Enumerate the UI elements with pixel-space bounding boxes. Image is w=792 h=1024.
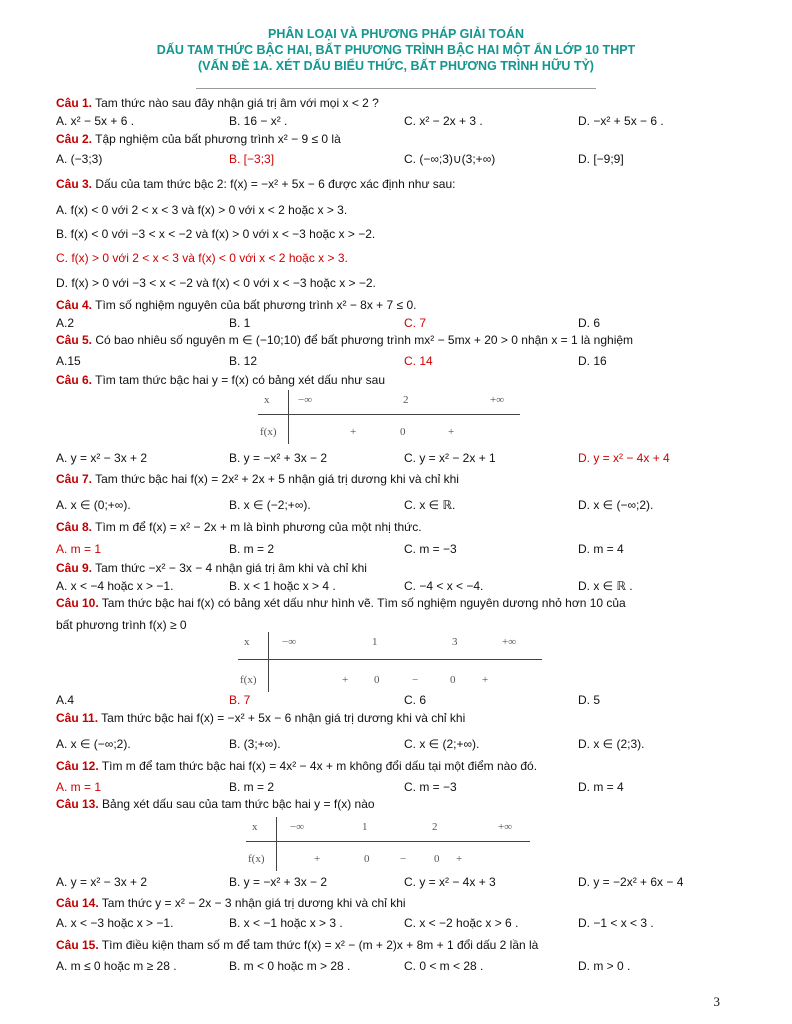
sign-value: − [412, 674, 419, 686]
x-value: 1 [372, 636, 378, 648]
question-3 [56, 177, 752, 191]
option-c: C. 6 [404, 693, 427, 707]
fx-label: f(x) [260, 426, 277, 438]
question-label: Câu 14. [56, 896, 99, 910]
question-5 [56, 333, 752, 347]
question-13 [56, 797, 752, 811]
table-divider-h [258, 414, 520, 415]
question-6 [56, 373, 752, 387]
option-a: A. x < −4 hoặc x > −1. [56, 579, 174, 593]
option-b: B. m = 2 [229, 780, 275, 794]
x-value: +∞ [498, 821, 513, 833]
question-text: Tìm số nghiệm nguyên của bất phương trình x² − 8x + 7 ≤ 0. [92, 298, 417, 312]
title-divider [196, 88, 596, 89]
sign-value: 0 [400, 426, 406, 438]
question-label: Câu 10. [56, 596, 99, 610]
sign-value: 0 [450, 674, 456, 686]
option-a: A. f(x) < 0 với 2 < x < 3 và f(x) > 0 với x < 2 hoặc x > 3. [56, 203, 348, 217]
question-10 [56, 596, 752, 610]
option-a: A.15 [56, 354, 81, 368]
option-c: C. m = −3 [404, 780, 457, 794]
question-label: Câu 5. [56, 333, 93, 347]
question-label: Câu 9. [56, 561, 93, 575]
sign-value: + [482, 674, 489, 686]
option-c: C. x² − 2x + 3 . [404, 114, 483, 128]
x-value: 1 [362, 821, 368, 833]
option-c: C. 0 < m < 28 . [404, 959, 484, 973]
question-text: Tam thức bậc hai f(x) = 2x² + 2x + 5 nhận giá trị dương khi và chỉ khi [92, 472, 459, 486]
question-14 [56, 896, 752, 910]
question-1 [56, 96, 752, 110]
question-text: Tìm điều kiện tham số m để tam thức f(x) = x² − (m + 2)x + 8m + 1 đổi dấu 2 lần là [98, 938, 539, 952]
option-b: B. (3;+∞). [229, 737, 281, 751]
question-text: Tam thức y = x² − 2x − 3 nhận giá trị dương khi và chỉ khi [98, 896, 406, 910]
question-12 [56, 759, 752, 773]
x-value: +∞ [490, 394, 505, 406]
question-text-cont: bất phương trình f(x) ≥ 0 [56, 618, 187, 632]
option-d: D. x ∈ (−∞;2). [578, 498, 654, 512]
sign-value: + [342, 674, 349, 686]
x-label: x [264, 394, 270, 406]
option-b: B. 7 [229, 693, 251, 707]
option-a: A. m = 1 [56, 542, 102, 556]
sign-value: 0 [374, 674, 380, 686]
doc-title-line-2: DẤU TAM THỨC BẬC HAI, BẤT PHƯƠNG TRÌNH BẬC HAI MỘT ẨN LỚP 10 THPT [156, 43, 636, 57]
option-c: C. f(x) > 0 với 2 < x < 3 và f(x) < 0 với x < 2 hoặc x > 3. [56, 251, 348, 265]
x-value: 2 [432, 821, 438, 833]
question-label: Câu 15. [56, 938, 99, 952]
question-label: Câu 1. [56, 96, 93, 110]
fx-label: f(x) [240, 674, 257, 686]
question-text: Tìm m để tam thức bậc hai f(x) = 4x² − 4x + m không đổi dấu tại một điểm nào đó. [98, 759, 538, 773]
question-text: Có bao nhiêu số nguyên m ∈ (−10;10) để bất phương trình mx² − 5mx + 20 > 0 nhận x = 1 là nghiệm [92, 333, 634, 347]
option-b: B. y = −x² + 3x − 2 [229, 451, 328, 465]
option-d: D. y = −2x² + 6x − 4 [578, 875, 684, 889]
option-a: A. m ≤ 0 hoặc m ≥ 28 . [56, 959, 177, 973]
question-label: Câu 3. [56, 177, 93, 191]
x-value: −∞ [298, 394, 313, 406]
option-c: C. (−∞;3)∪(3;+∞) [404, 152, 496, 166]
option-c: C. 14 [404, 354, 433, 368]
option-a: A. m = 1 [56, 780, 102, 794]
table-divider-v [288, 390, 289, 444]
table-divider-h [246, 841, 530, 842]
doc-title-line-1: PHÂN LOẠI VÀ PHƯƠNG PHÁP GIẢI TOÁN [267, 27, 524, 41]
question-text: Tam thức bậc hai f(x) = −x² + 5x − 6 nhận giá trị dương khi và chỉ khi [98, 711, 466, 725]
question-label: Câu 8. [56, 520, 93, 534]
question-15 [56, 938, 752, 952]
option-c: C. m = −3 [404, 542, 457, 556]
question-text: Tìm m để f(x) = x² − 2x + m là bình phương của một nhị thức. [92, 520, 422, 534]
option-c: C. x < −2 hoặc x > 6 . [404, 916, 519, 930]
question-11 [56, 711, 752, 725]
question-label: Câu 4. [56, 298, 93, 312]
question-label: Câu 7. [56, 472, 93, 486]
question-label: Câu 12. [56, 759, 99, 773]
option-d: D. x ∈ ℝ . [578, 579, 633, 593]
sign-value: − [400, 853, 407, 865]
option-a: A. x < −3 hoặc x > −1. [56, 916, 174, 930]
option-b: B. [−3;3] [229, 152, 275, 166]
option-d: D. m = 4 [578, 542, 624, 556]
doc-title-line-3: (VẤN ĐỀ 1A. XÉT DẤU BIỂU THỨC, BẤT PHƯƠNG TRÌNH HỮU TỶ) [198, 59, 594, 73]
x-value: 3 [452, 636, 458, 648]
question-text: Tam thức −x² − 3x − 4 nhận giá trị âm khi và chỉ khi [92, 561, 367, 575]
option-c: C. y = x² − 4x + 3 [404, 875, 496, 889]
question-7 [56, 472, 752, 486]
option-d: D. y = x² − 4x + 4 [578, 451, 670, 465]
question-8 [56, 520, 752, 534]
sign-value: + [448, 426, 455, 438]
option-a: A. x² − 5x + 6 . [56, 114, 135, 128]
option-a: A.4 [56, 693, 75, 707]
option-b: B. f(x) < 0 với −3 < x < −2 và f(x) > 0 với x < −3 hoặc x > −2. [56, 227, 376, 241]
page-number: 3 [713, 994, 720, 1009]
sign-value: 0 [364, 853, 370, 865]
option-d: D. [−9;9] [578, 152, 624, 166]
option-c: C. x ∈ (2;+∞). [404, 737, 480, 751]
option-a: A. (−3;3) [56, 152, 103, 166]
question-text: Tam thức bậc hai f(x) có bảng xét dấu như hình vẽ. Tìm số nghiệm nguyên dương nhỏ hơn 10 của [98, 596, 626, 610]
option-a: A.2 [56, 316, 75, 330]
question-text: Bảng xét dấu sau của tam thức bậc hai y = f(x) nào [98, 797, 375, 811]
option-d: D. 16 [578, 354, 607, 368]
question-text: Tập nghiệm của bất phương trình x² − 9 ≤ 0 là [92, 132, 341, 146]
question-2 [56, 132, 752, 146]
x-value: −∞ [282, 636, 297, 648]
option-b: B. m < 0 hoặc m > 28 . [229, 959, 351, 973]
option-a: A. y = x² − 3x + 2 [56, 875, 148, 889]
option-c: C. −4 < x < −4. [404, 579, 484, 593]
option-b: B. y = −x² + 3x − 2 [229, 875, 328, 889]
question-4 [56, 298, 752, 312]
sign-value: + [456, 853, 463, 865]
option-d: D. −x² + 5x − 6 . [578, 114, 664, 128]
table-divider-h [238, 659, 542, 660]
table-divider-v [276, 817, 277, 871]
option-c: C. x ∈ ℝ. [404, 498, 456, 512]
question-text: Dấu của tam thức bậc 2: f(x) = −x² + 5x − 6 được xác định như sau: [92, 177, 456, 191]
sign-value: + [314, 853, 321, 865]
sign-table-q13 [246, 817, 530, 871]
option-c: C. y = x² − 2x + 1 [404, 451, 496, 465]
option-b: B. x < 1 hoặc x > 4 . [229, 579, 336, 593]
sign-value: 0 [434, 853, 440, 865]
sign-table-q10 [238, 632, 542, 692]
option-b: B. x < −1 hoặc x > 3 . [229, 916, 343, 930]
option-c: C. 7 [404, 316, 427, 330]
option-b: B. 1 [229, 316, 251, 330]
option-a: A. y = x² − 3x + 2 [56, 451, 148, 465]
option-d: D. 6 [578, 316, 601, 330]
option-b: B. 16 − x² . [229, 114, 288, 128]
x-label: x [244, 636, 250, 648]
question-text: Tìm tam thức bậc hai y = f(x) có bảng xét dấu như sau [92, 373, 386, 387]
x-value: 2 [403, 394, 409, 406]
sign-table-q6 [258, 390, 520, 444]
option-b: B. 12 [229, 354, 258, 368]
option-d: D. m = 4 [578, 780, 624, 794]
option-b: B. m = 2 [229, 542, 275, 556]
x-value: +∞ [502, 636, 517, 648]
option-d: D. −1 < x < 3 . [578, 916, 654, 930]
question-label: Câu 6. [56, 373, 93, 387]
table-divider-v [268, 632, 269, 692]
sign-value: + [350, 426, 357, 438]
question-label: Câu 13. [56, 797, 99, 811]
question-label: Câu 11. [56, 711, 99, 725]
question-label: Câu 2. [56, 132, 93, 146]
x-value: −∞ [290, 821, 305, 833]
option-a: A. x ∈ (0;+∞). [56, 498, 131, 512]
option-d: D. x ∈ (2;3). [578, 737, 645, 751]
option-b: B. x ∈ (−2;+∞). [229, 498, 311, 512]
option-a: A. x ∈ (−∞;2). [56, 737, 131, 751]
option-d: D. f(x) > 0 với −3 < x < −2 và f(x) < 0 với x < −3 hoặc x > −2. [56, 276, 376, 290]
question-9 [56, 561, 752, 575]
question-text: Tam thức nào sau đây nhận giá trị âm với mọi x < 2 ? [92, 96, 379, 110]
option-d: D. m > 0 . [578, 959, 631, 973]
x-label: x [252, 821, 258, 833]
fx-label: f(x) [248, 853, 265, 865]
option-d: D. 5 [578, 693, 601, 707]
